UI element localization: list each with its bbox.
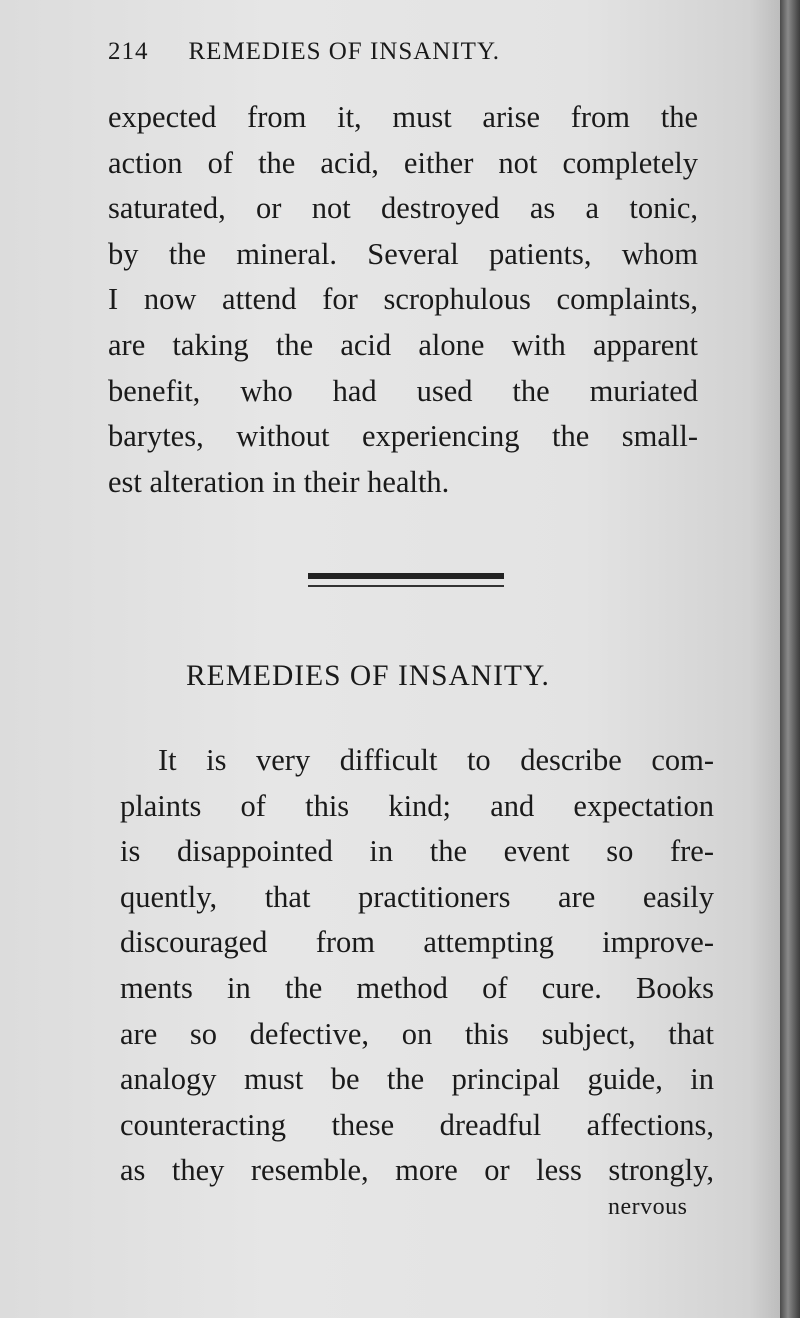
divider-thin-rule [308, 585, 504, 587]
text-line: expected from it, must arise from the [108, 100, 698, 134]
text-line: analogy must be the principal guide, in [120, 1062, 714, 1097]
divider-thick-rule [308, 573, 504, 579]
text-line: quently, that practitioners are easily [120, 879, 714, 914]
text-line: discouraged from attempting improve- [120, 925, 714, 960]
text-line: counteracting these dreadful affections, [120, 1107, 714, 1142]
section-heading: REMEDIES OF INSANITY. [186, 660, 550, 692]
text-line: saturated, or not destroyed as a tonic, [108, 191, 698, 226]
text-line: barytes, without experiencing the small- [108, 419, 698, 454]
text-line: It is very difficult to describe com- [158, 743, 714, 777]
text-line: benefit, who had used the muriated [108, 373, 698, 408]
section-divider [308, 573, 504, 593]
text-line: are taking the acid alone with apparent [108, 327, 698, 362]
text-line: plaints of this kind; and expectation [120, 788, 714, 823]
text-line: by the mineral. Several patients, whom [108, 236, 698, 271]
text-line: is disappointed in the event so fre- [120, 834, 714, 869]
text-line: as they resemble, more or less strongly, [120, 1153, 714, 1188]
page-number: 214 [108, 38, 149, 65]
book-gutter [780, 0, 800, 1318]
text-line: est alteration in their health. [108, 464, 450, 499]
text-line: are so defective, on this subject, that [120, 1016, 714, 1051]
text-line: action of the acid, either not completely [108, 145, 698, 180]
catchword: nervous [608, 1194, 688, 1220]
running-head-title: REMEDIES OF INSANITY. [188, 38, 501, 65]
paragraph-continued [108, 95, 698, 505]
running-head [108, 38, 708, 66]
text-line: ments in the method of cure. Books [120, 970, 714, 1005]
paragraph-section [120, 738, 714, 1194]
text-line: I now attend for scrophulous complaints, [108, 282, 698, 317]
